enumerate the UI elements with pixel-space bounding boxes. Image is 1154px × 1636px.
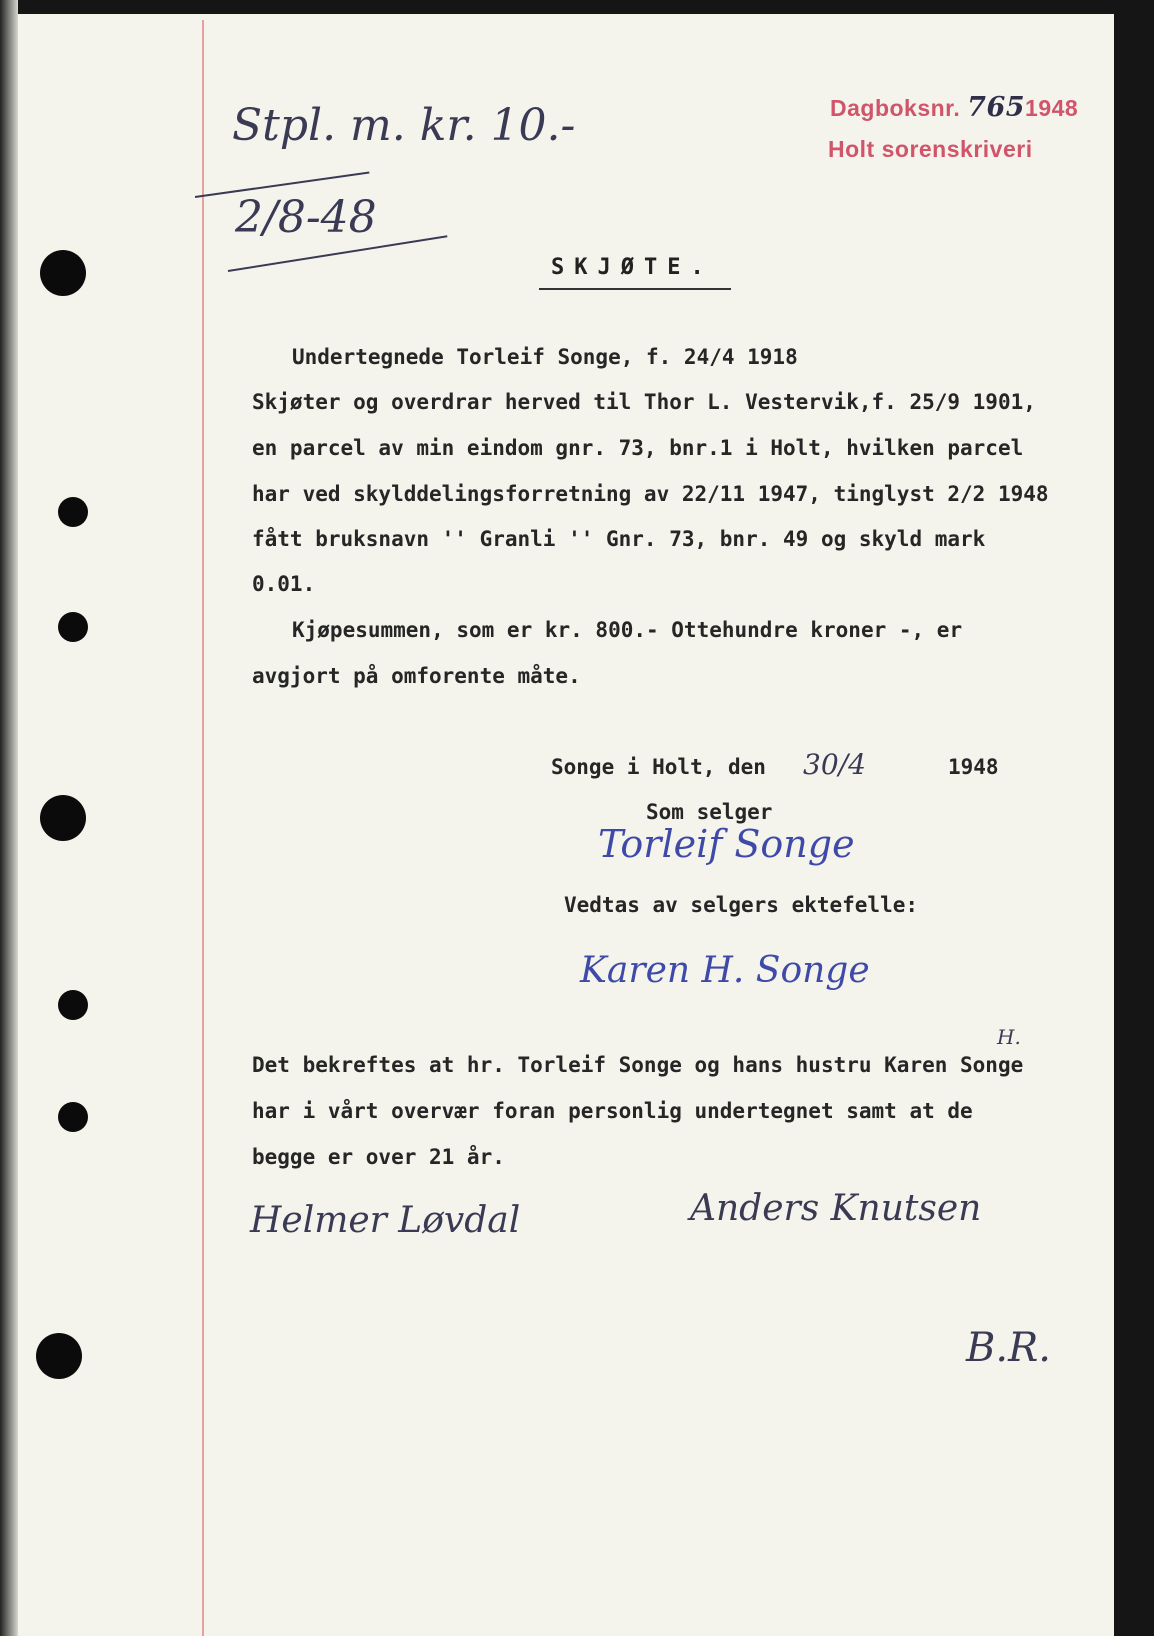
place-date-year: 1948 [948, 755, 999, 779]
confirmation-line: Det bekreftes at hr. Torleif Songe og hans hustru Karen Songe [252, 1053, 1024, 1077]
spouse-label: Vedtas av selgers ektefelle: [564, 893, 919, 917]
place-date-prefix: Songe i Holt, den [551, 755, 766, 779]
punch-hole [36, 1333, 82, 1379]
stamp-label: Dagboksnr. [830, 95, 961, 121]
punch-hole [58, 1102, 88, 1132]
confirmation-line: begge er over 21 år. [252, 1145, 505, 1169]
body-line: har ved skylddelingsforretning av 22/11 1947, tinglyst 2/2 1948 [252, 482, 1049, 506]
title-underline [539, 288, 731, 290]
punch-hole [58, 497, 88, 527]
scan-border-top [0, 0, 1154, 14]
punch-hole [58, 612, 88, 642]
handwritten-sale-date: 30/4 [803, 748, 866, 781]
confirmation-line: har i vårt overvær foran personlig undertegnet samt at de [252, 1099, 973, 1123]
stamp-handwritten-number: 765 [967, 92, 1026, 123]
scan-border-left [0, 0, 18, 1636]
handwritten-date: 2/8-48 [235, 192, 377, 243]
seller-signature: Torleif Songe [598, 822, 855, 866]
punch-hole [40, 250, 86, 296]
body-line: fått bruksnavn '' Granli '' Gnr. 73, bnr. 49 og skyld mark [252, 527, 986, 551]
registry-stamp [830, 92, 1078, 123]
body-line: avgjort på omforente måte. [252, 664, 581, 688]
witness-signature: Helmer Løvdal [250, 1200, 521, 1241]
seller-label: Som selger [646, 800, 773, 824]
body-line: Skjøter og overdrar herved til Thor L. Vestervik,f. 25/9 1901, [252, 390, 1036, 414]
stamp-year: 1948 [1025, 95, 1079, 121]
body-line: 0.01. [252, 572, 316, 596]
stamp-office: Holt sorenskriveri [828, 136, 1033, 162]
witness-signature: Anders Knutsen [690, 1188, 982, 1229]
document-title: SKJØTE. [551, 255, 714, 280]
handwritten-fee: Stpl. m. kr. 10.- [232, 100, 576, 151]
handwritten-initials: B.R. [966, 1325, 1051, 1371]
inserted-initial: H. [997, 1025, 1021, 1049]
body-line: en parcel av min eindom gnr. 73, bnr.1 i Holt, hvilken parcel [252, 436, 1024, 460]
body-line: Kjøpesummen, som er kr. 800.- Ottehundre kroner -, er [292, 618, 963, 642]
body-line: Undertegnede Torleif Songe, f. 24/4 1918 [292, 345, 798, 369]
spouse-signature: Karen H. Songe [580, 950, 870, 991]
margin-line [202, 20, 204, 1636]
scan-border-right [1114, 0, 1154, 1636]
punch-hole [40, 795, 86, 841]
punch-hole [58, 990, 88, 1020]
